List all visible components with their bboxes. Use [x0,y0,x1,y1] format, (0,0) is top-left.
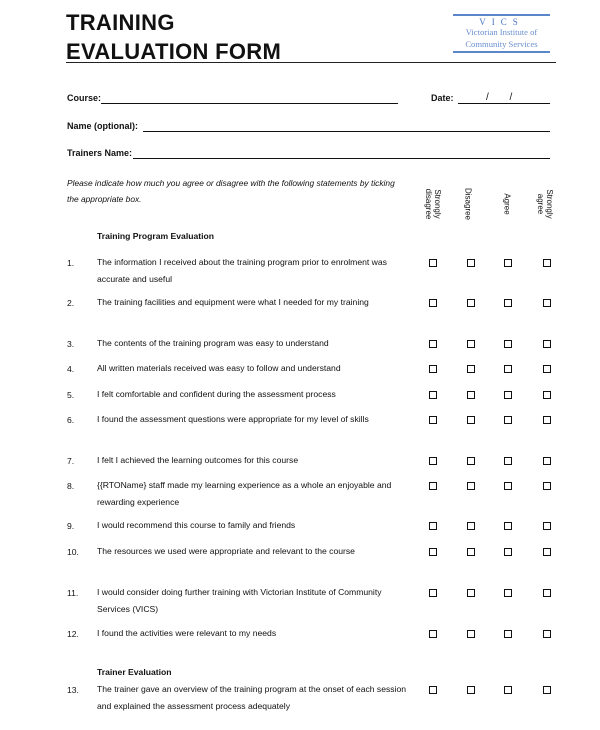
item-number: 13. [67,685,79,695]
item-text: {{RTOName} staff made my learning experience as a whole an enjoyable and rewarding experience [97,480,392,507]
checkbox-item-8-strongly-agree[interactable] [543,482,551,490]
date-separators: / / [486,92,513,103]
checkbox-item-1-strongly-agree[interactable] [543,259,551,267]
checkbox-item-4-strongly-agree[interactable] [543,365,551,373]
item-text: I would recommend this course to family and friends [97,520,296,530]
checkbox-item-9-strongly-agree[interactable] [543,522,551,530]
checkbox-item-12-strongly-agree[interactable] [543,630,551,638]
checkbox-item-7-disagree[interactable] [467,457,475,465]
checkbox-item-11-strongly-disagree[interactable] [429,589,437,597]
checkbox-item-2-strongly-agree[interactable] [543,299,551,307]
item-text: I found the activities were relevant to my needs [97,628,277,638]
checkbox-item-9-strongly-disagree[interactable] [429,522,437,530]
form-title [66,8,281,66]
checkbox-item-4-agree[interactable] [504,365,512,373]
name-field[interactable] [143,131,550,132]
checkbox-item-11-strongly-agree[interactable] [543,589,551,597]
checkbox-item-8-strongly-disagree[interactable] [429,482,437,490]
instructions: Please indicate how much you agree or disagree with the following statements by ticking the appropriate box. [67,178,395,204]
item-number: 5. [67,390,75,400]
item-text: I felt comfortable and confident during the assessment process [97,389,336,399]
item-text: I felt I achieved the learning outcomes for this course [97,455,299,465]
vics-logo [453,14,550,53]
checkbox-item-13-strongly-agree[interactable] [543,686,551,694]
checkbox-item-8-agree[interactable] [504,482,512,490]
item-number: 4. [67,364,75,374]
header-rule [66,62,556,63]
item-number: 9. [67,521,75,531]
name-label-text: Name (optional): [67,121,138,131]
checkbox-item-2-agree[interactable] [504,299,512,307]
logo-bottom-bar [453,51,550,53]
checkbox-item-13-disagree[interactable] [467,686,475,694]
col-strongly-agree-label: Strongly agree [536,189,554,219]
checkbox-item-7-strongly-disagree[interactable] [429,457,437,465]
course-label: Course: [67,93,102,103]
checkbox-item-1-strongly-disagree[interactable] [429,259,437,267]
checkbox-item-12-disagree[interactable] [467,630,475,638]
item-number: 1. [67,258,75,268]
checkbox-item-4-disagree[interactable] [467,365,475,373]
course-field[interactable] [101,103,398,104]
col-agree-label: Agree [502,193,512,215]
item-number: 7. [67,456,75,466]
title-line-2: EVALUATION FORM [66,39,282,64]
date-label: Date: [431,93,454,103]
checkbox-item-6-disagree[interactable] [467,416,475,424]
item-number: 12. [67,629,79,639]
checkbox-item-3-disagree[interactable] [467,340,475,348]
section-title-trainer: Trainer Evaluation [97,667,172,677]
checkbox-item-5-agree[interactable] [504,391,512,399]
item-number: 2. [67,298,75,308]
col-strongly-disagree-label: Strongly disagree [424,188,442,220]
checkbox-item-9-disagree[interactable] [467,522,475,530]
col-strongly-agree [537,180,553,228]
checkbox-item-1-agree[interactable] [504,259,512,267]
title-line-1: TRAINING [66,10,175,35]
checkbox-item-2-strongly-disagree[interactable] [429,299,437,307]
item-number: 11. [67,588,79,598]
checkbox-item-13-agree[interactable] [504,686,512,694]
name-label [67,121,138,131]
trainers-label: Trainers Name: [67,148,133,158]
checkbox-item-11-agree[interactable] [504,589,512,597]
item-number: 6. [67,415,75,425]
item-text: All written materials received was easy to follow and understand [97,363,341,373]
section-title-program: Training Program Evaluation [97,231,214,241]
item-text: The resources we used were appropriate and relevant to the course [97,546,355,556]
checkbox-item-7-agree[interactable] [504,457,512,465]
checkbox-item-1-disagree[interactable] [467,259,475,267]
item-text: The contents of the training program was easy to understand [97,338,329,348]
checkbox-item-9-agree[interactable] [504,522,512,530]
item-number: 8. [67,481,75,491]
item-number: 3. [67,339,75,349]
checkbox-item-8-disagree[interactable] [467,482,475,490]
col-agree [499,180,515,228]
checkbox-item-3-agree[interactable] [504,340,512,348]
checkbox-item-10-strongly-disagree[interactable] [429,548,437,556]
col-disagree [460,180,476,228]
item-number: 10. [67,547,79,557]
checkbox-item-5-strongly-agree[interactable] [543,391,551,399]
checkbox-item-13-strongly-disagree[interactable] [429,686,437,694]
checkbox-item-3-strongly-disagree[interactable] [429,340,437,348]
checkbox-item-7-strongly-agree[interactable] [543,457,551,465]
date-field[interactable] [458,103,550,104]
checkbox-item-10-strongly-agree[interactable] [543,548,551,556]
checkbox-item-6-strongly-agree[interactable] [543,416,551,424]
logo-abbr: VICS [479,17,524,27]
trainers-field[interactable] [133,158,550,159]
checkbox-item-6-strongly-disagree[interactable] [429,416,437,424]
item-text: I would consider doing further training with Victorian Institute of Community Services (VICS) [97,587,382,614]
logo-top-bar [453,14,550,16]
logo-name-line-1: Victorian Institute of [465,27,538,37]
checkbox-item-11-disagree[interactable] [467,589,475,597]
checkbox-item-5-disagree[interactable] [467,391,475,399]
col-disagree-label: Disagree [463,187,473,221]
logo-name-line-2: Community Services [465,39,538,49]
checkbox-item-10-agree[interactable] [504,548,512,556]
checkbox-item-5-strongly-disagree[interactable] [429,391,437,399]
item-text: The information I received about the training program prior to enrolment was accurate and useful [97,257,387,284]
checkbox-item-12-agree[interactable] [504,630,512,638]
checkbox-item-2-disagree[interactable] [467,299,475,307]
checkbox-item-4-strongly-disagree[interactable] [429,365,437,373]
checkbox-item-6-agree[interactable] [504,416,512,424]
checkbox-item-10-disagree[interactable] [467,548,475,556]
item-text: The trainer gave an overview of the training program at the onset of each session and explained the assessment process adequately [97,684,407,711]
checkbox-item-12-strongly-disagree[interactable] [429,630,437,638]
item-text: The training facilities and equipment were what I needed for my training [97,297,369,307]
checkbox-item-3-strongly-agree[interactable] [543,340,551,348]
item-text: I found the assessment questions were appropriate for my level of skills [97,414,369,424]
col-strongly-disagree [425,180,441,228]
